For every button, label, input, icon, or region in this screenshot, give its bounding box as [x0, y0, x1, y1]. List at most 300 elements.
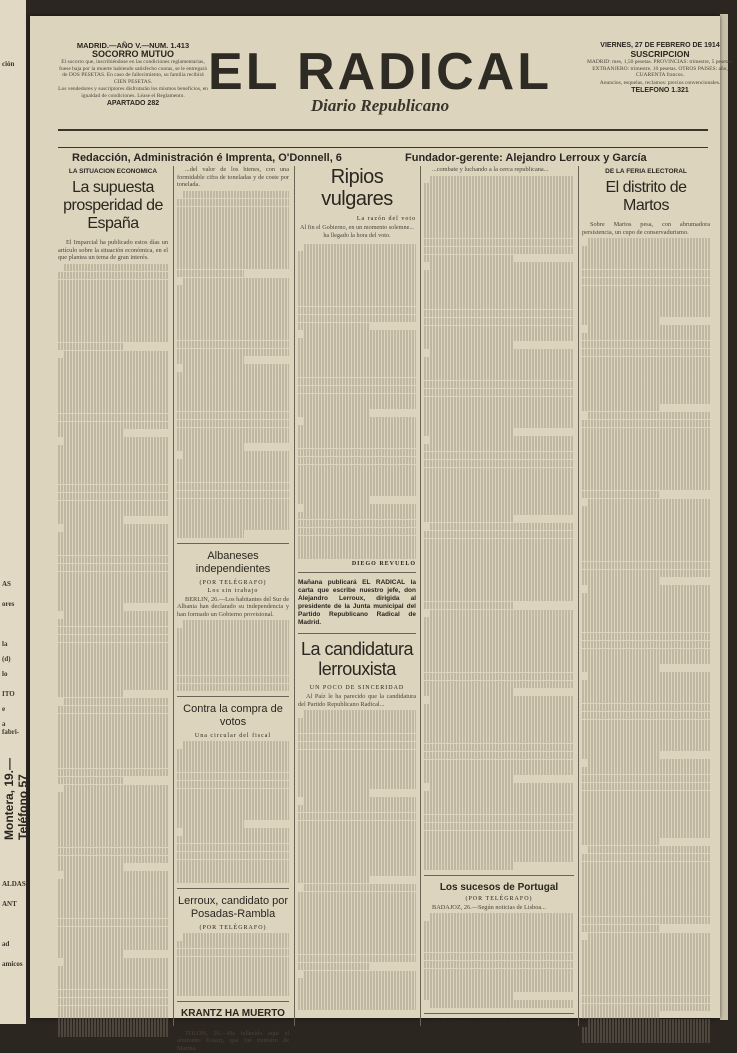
text-line [582, 783, 710, 791]
text-line [298, 773, 416, 781]
subscription-body-2: Anuncios, esquelas, reclamos: precios convencionales. [599, 79, 721, 86]
text-line [177, 222, 289, 230]
text-line [58, 729, 168, 737]
text-line [424, 831, 574, 839]
text-line [183, 364, 289, 372]
article-body-text [582, 238, 710, 1043]
text-line [430, 436, 574, 444]
text-line [58, 824, 168, 832]
text-line [424, 452, 574, 460]
text-line [582, 396, 710, 404]
column-divider [294, 166, 295, 1026]
text-line [424, 428, 514, 436]
text-line [298, 362, 416, 370]
text-line [582, 696, 710, 704]
text-line [298, 528, 416, 536]
text-line [298, 765, 416, 773]
subheadline: Contra la compra de votos [183, 703, 283, 729]
text-line [424, 807, 574, 815]
article-continuation: ...del valor de los bienes, con una formidable cifra de toneladas y de coste por tonelada. [177, 166, 289, 189]
text-line [582, 712, 710, 720]
text-line [58, 422, 168, 430]
text-line [424, 326, 574, 334]
text-line [177, 749, 289, 757]
text-line [424, 223, 574, 231]
text-line [64, 698, 168, 706]
text-line [304, 244, 416, 252]
text-line [582, 909, 710, 917]
text-line [58, 887, 168, 895]
text-line [298, 718, 416, 726]
text-line [177, 964, 289, 972]
text-line [177, 356, 244, 364]
text-line [582, 491, 659, 499]
text-line [582, 246, 710, 254]
text-line [424, 373, 574, 381]
text-line [430, 696, 574, 704]
text-line [58, 650, 168, 658]
text-line [582, 775, 710, 783]
text-line [582, 1004, 710, 1012]
text-line [424, 515, 514, 523]
column-divider [578, 166, 579, 1026]
text-line [58, 493, 168, 501]
text-line [582, 806, 710, 814]
text-line [582, 554, 710, 562]
text-line [177, 628, 289, 636]
text-line [582, 617, 710, 625]
text-line [298, 536, 416, 544]
text-line [424, 799, 574, 807]
text-line [430, 913, 574, 921]
text-line [58, 674, 168, 682]
text-line [298, 781, 416, 789]
text-line [582, 341, 710, 349]
article-body-text [177, 191, 289, 538]
dateline: (POR TELÉGRAFO) [199, 1021, 267, 1028]
text-line [424, 341, 514, 349]
text-line [582, 893, 710, 901]
text-line [58, 927, 168, 935]
article-body-text [424, 176, 574, 870]
text-line [177, 949, 289, 957]
text-line [177, 317, 289, 325]
text-line [588, 846, 710, 854]
header-right-box [585, 42, 735, 95]
text-line [177, 459, 289, 467]
text-line [582, 270, 710, 278]
subheadline: Lerroux, candidato por Posadas-Rambla [177, 894, 289, 920]
text-line [582, 688, 710, 696]
masthead-title: EL RADICAL [208, 43, 552, 101]
text-line [582, 577, 659, 585]
dateline: (POR TELÉGRAFO) [465, 895, 533, 902]
text-line [58, 532, 168, 540]
text-line [298, 496, 369, 504]
text-line [177, 467, 289, 475]
text-line [424, 460, 574, 468]
text-line [58, 453, 168, 461]
text-line [58, 540, 168, 548]
text-line [424, 333, 574, 341]
text-line [424, 976, 574, 984]
text-line [177, 238, 289, 246]
text-line [58, 548, 168, 556]
text-line [430, 349, 574, 357]
text-line [582, 925, 659, 933]
text-line [424, 239, 574, 247]
text-line [582, 727, 710, 735]
page-edge [720, 14, 728, 1020]
text-line [58, 879, 168, 887]
text-line [177, 804, 289, 812]
text-line [430, 1000, 574, 1008]
headline: La supuesta prosperidad de España [63, 179, 163, 232]
text-line [298, 899, 416, 907]
text-line [582, 1011, 659, 1019]
text-line [424, 183, 574, 191]
founder-line: Fundador-gerente: Alejandro Lerroux y García [405, 152, 647, 164]
text-line [582, 798, 710, 806]
text-line [298, 876, 369, 884]
text-line [298, 750, 416, 758]
text-line [58, 792, 168, 800]
text-line [298, 757, 416, 765]
text-line [424, 231, 574, 239]
text-line [298, 726, 416, 734]
subheadline: Albaneses independientes [195, 549, 271, 575]
text-line [177, 372, 289, 380]
text-line [58, 737, 168, 745]
text-line [177, 796, 289, 804]
article-body-text [298, 710, 416, 1010]
text-line [58, 414, 168, 422]
text-line [298, 283, 416, 291]
text-line [582, 735, 710, 743]
telephone: TELEFONO 1.321 [631, 87, 689, 94]
text-line [582, 388, 710, 396]
text-line [298, 401, 416, 409]
text-line [177, 404, 289, 412]
text-line [430, 176, 574, 184]
text-line [582, 649, 710, 657]
text-line [582, 530, 710, 538]
text-line [177, 443, 244, 451]
stub-vertical-text: Montera, 19.—Teléfono 57 [2, 757, 30, 840]
text-line [424, 468, 574, 476]
text-line [304, 710, 416, 718]
stub-snippet: ALDAS [2, 880, 26, 888]
text-line [582, 538, 710, 546]
text-line [424, 712, 574, 720]
text-line [298, 923, 416, 931]
stub-snippet: lo [2, 670, 8, 678]
text-line [58, 335, 168, 343]
text-line [298, 813, 416, 821]
text-line [58, 501, 168, 509]
signature: DIEGO REVUELO [351, 560, 416, 567]
text-line [424, 633, 574, 641]
text-line [424, 688, 514, 696]
text-line [424, 365, 574, 373]
issue-date: VIERNES, 27 DE FEBRERO DE 1914 [600, 42, 720, 49]
text-line [58, 919, 168, 927]
text-line [582, 956, 710, 964]
text-line [177, 820, 244, 828]
text-line [582, 609, 710, 617]
text-line [177, 972, 289, 980]
text-line [582, 349, 710, 357]
masthead-rule-bottom [58, 147, 708, 148]
text-line [177, 644, 289, 652]
text-line [424, 846, 574, 854]
rule [298, 633, 416, 634]
text-line [582, 333, 710, 341]
text-line [177, 230, 289, 238]
text-line [58, 666, 168, 674]
text-line [582, 601, 710, 609]
text-line [298, 275, 416, 283]
text-line [424, 255, 514, 263]
text-line [582, 656, 710, 664]
text-line [298, 465, 416, 473]
text-line [424, 278, 574, 286]
column-4 [424, 166, 574, 1033]
text-line [58, 406, 168, 414]
text-line [424, 586, 574, 594]
stub-snippet: ción [2, 60, 15, 68]
text-line [58, 856, 168, 864]
text-line [582, 364, 710, 372]
text-line [58, 556, 168, 564]
text-line [588, 238, 710, 246]
text-line [183, 933, 289, 941]
text-line [177, 812, 289, 820]
text-line [58, 366, 168, 374]
text-line [298, 978, 416, 986]
text-line [582, 317, 659, 325]
text-line [424, 838, 574, 846]
text-line [177, 475, 289, 483]
text-line [582, 570, 710, 578]
text-line [177, 309, 289, 317]
text-line [582, 514, 710, 522]
text-line [588, 499, 710, 507]
text-line [424, 491, 574, 499]
text-line [582, 996, 710, 1004]
text-line [177, 199, 289, 207]
text-line [177, 676, 289, 684]
text-line [582, 522, 710, 530]
text-line [64, 958, 168, 966]
text-line [582, 380, 710, 388]
text-line [58, 311, 168, 319]
text-line [58, 398, 168, 406]
text-line [582, 838, 659, 846]
column-divider [173, 166, 174, 1026]
text-line [424, 357, 574, 365]
text-line [177, 852, 289, 860]
text-line [298, 852, 416, 860]
text-line [58, 934, 168, 942]
article-body-text [177, 933, 289, 996]
text-line [424, 381, 574, 389]
text-line [424, 546, 574, 554]
text-line [582, 1035, 710, 1043]
news-body: TOLON, 26.—Ha fallecido aquí el almirante Krantz, que fué ministro de Marina. [177, 1029, 289, 1052]
stub-snippet: ANT [2, 900, 17, 908]
text-line [304, 884, 416, 892]
section-label: DE LA FERIA ELECTORAL [605, 168, 687, 175]
text-line [424, 767, 574, 775]
text-line [177, 668, 289, 676]
text-line [298, 844, 416, 852]
text-line [58, 658, 168, 666]
text-line [177, 388, 289, 396]
text-line [298, 346, 416, 354]
text-line [298, 394, 416, 402]
text-line [582, 443, 710, 451]
rule [298, 572, 416, 573]
text-line [177, 789, 289, 797]
text-line [177, 514, 289, 522]
text-line [58, 832, 168, 840]
text-line [177, 285, 289, 293]
text-line [298, 868, 416, 876]
text-line [424, 404, 574, 412]
text-line [424, 760, 574, 768]
masthead-rule-top [58, 129, 708, 131]
article-lead: El Imparcial ha publicado estos días un artículo sobre la situación económica, en el que plantea un tema de gran interés. [58, 239, 168, 262]
text-line [58, 998, 168, 1006]
text-line [582, 869, 710, 877]
text-line [424, 736, 574, 744]
text-line [298, 734, 416, 742]
label: Los sin trabajo [207, 587, 259, 594]
text-line [582, 854, 710, 862]
text-line [183, 191, 289, 199]
text-line [424, 791, 574, 799]
text-line [424, 475, 574, 483]
text-line [582, 625, 710, 633]
subheadline: KRANTZ HA MUERTO [181, 1007, 285, 1019]
text-line [177, 483, 289, 491]
article-body-text [177, 620, 289, 691]
article-continuation: ...combate y luchando a la cerca republicana... [432, 166, 549, 173]
text-line [582, 262, 710, 270]
text-line [424, 562, 574, 570]
text-line [298, 323, 369, 331]
text-line [424, 815, 574, 823]
text-line [582, 593, 710, 601]
text-line [58, 816, 168, 824]
text-line [177, 349, 289, 357]
rule [177, 696, 289, 697]
text-line [177, 380, 289, 388]
text-line [298, 892, 416, 900]
text-line [58, 627, 168, 635]
text-line [582, 428, 710, 436]
text-line [177, 836, 289, 844]
text-line [177, 781, 289, 789]
text-line [177, 214, 289, 222]
text-line [298, 543, 416, 551]
text-line [298, 836, 416, 844]
text-line [424, 854, 574, 862]
text-line [424, 286, 574, 294]
text-line [177, 684, 289, 692]
text-line [424, 945, 574, 953]
text-line [58, 390, 168, 398]
article-lead: Al Paíz le ha parecido que la candidatura del Partido Republicano Radical... [298, 692, 416, 708]
text-line [424, 665, 574, 673]
text-line [58, 721, 168, 729]
text-line [298, 259, 416, 267]
text-line [58, 358, 168, 366]
text-line [177, 207, 289, 215]
text-line [424, 578, 574, 586]
text-line [58, 295, 168, 303]
column-2 [177, 166, 289, 1052]
text-line [58, 516, 124, 524]
text-line [424, 507, 574, 515]
text-line [58, 461, 168, 469]
text-line [177, 262, 289, 270]
text-line [588, 759, 710, 767]
text-line [58, 895, 168, 903]
text-line [582, 420, 710, 428]
text-line [298, 370, 416, 378]
text-line [582, 917, 710, 925]
text-line [582, 293, 710, 301]
text-line [298, 1002, 416, 1010]
text-line [64, 351, 168, 359]
text-line [582, 901, 710, 909]
stub-snippet: ITO [2, 690, 15, 698]
text-line [177, 428, 289, 436]
text-line [424, 247, 574, 255]
text-line [58, 974, 168, 982]
text-line [582, 459, 710, 467]
text-line [424, 420, 574, 428]
text-line [58, 303, 168, 311]
text-line [177, 773, 289, 781]
text-line [58, 848, 168, 856]
text-line [183, 278, 289, 286]
text-line [177, 988, 289, 996]
text-line [177, 652, 289, 660]
text-line [298, 789, 369, 797]
headline: La candidatura lerrouxista [300, 638, 414, 679]
rule [177, 888, 289, 889]
text-line [304, 330, 416, 338]
text-line [177, 491, 289, 499]
text-line [424, 704, 574, 712]
text-line [582, 791, 710, 799]
text-line [177, 757, 289, 765]
text-line [58, 343, 124, 351]
text-line [582, 664, 659, 672]
text-line [298, 986, 416, 994]
text-line [58, 942, 168, 950]
adjacent-page-stub [0, 0, 30, 1024]
text-line [582, 751, 659, 759]
text-line [582, 814, 710, 822]
text-line [64, 871, 168, 879]
article-lead: Sobre Martos pesa, con abrumadora persistencia, un cupo de conservadurismo. [582, 221, 710, 236]
text-line [298, 472, 416, 480]
text-line [58, 903, 168, 911]
